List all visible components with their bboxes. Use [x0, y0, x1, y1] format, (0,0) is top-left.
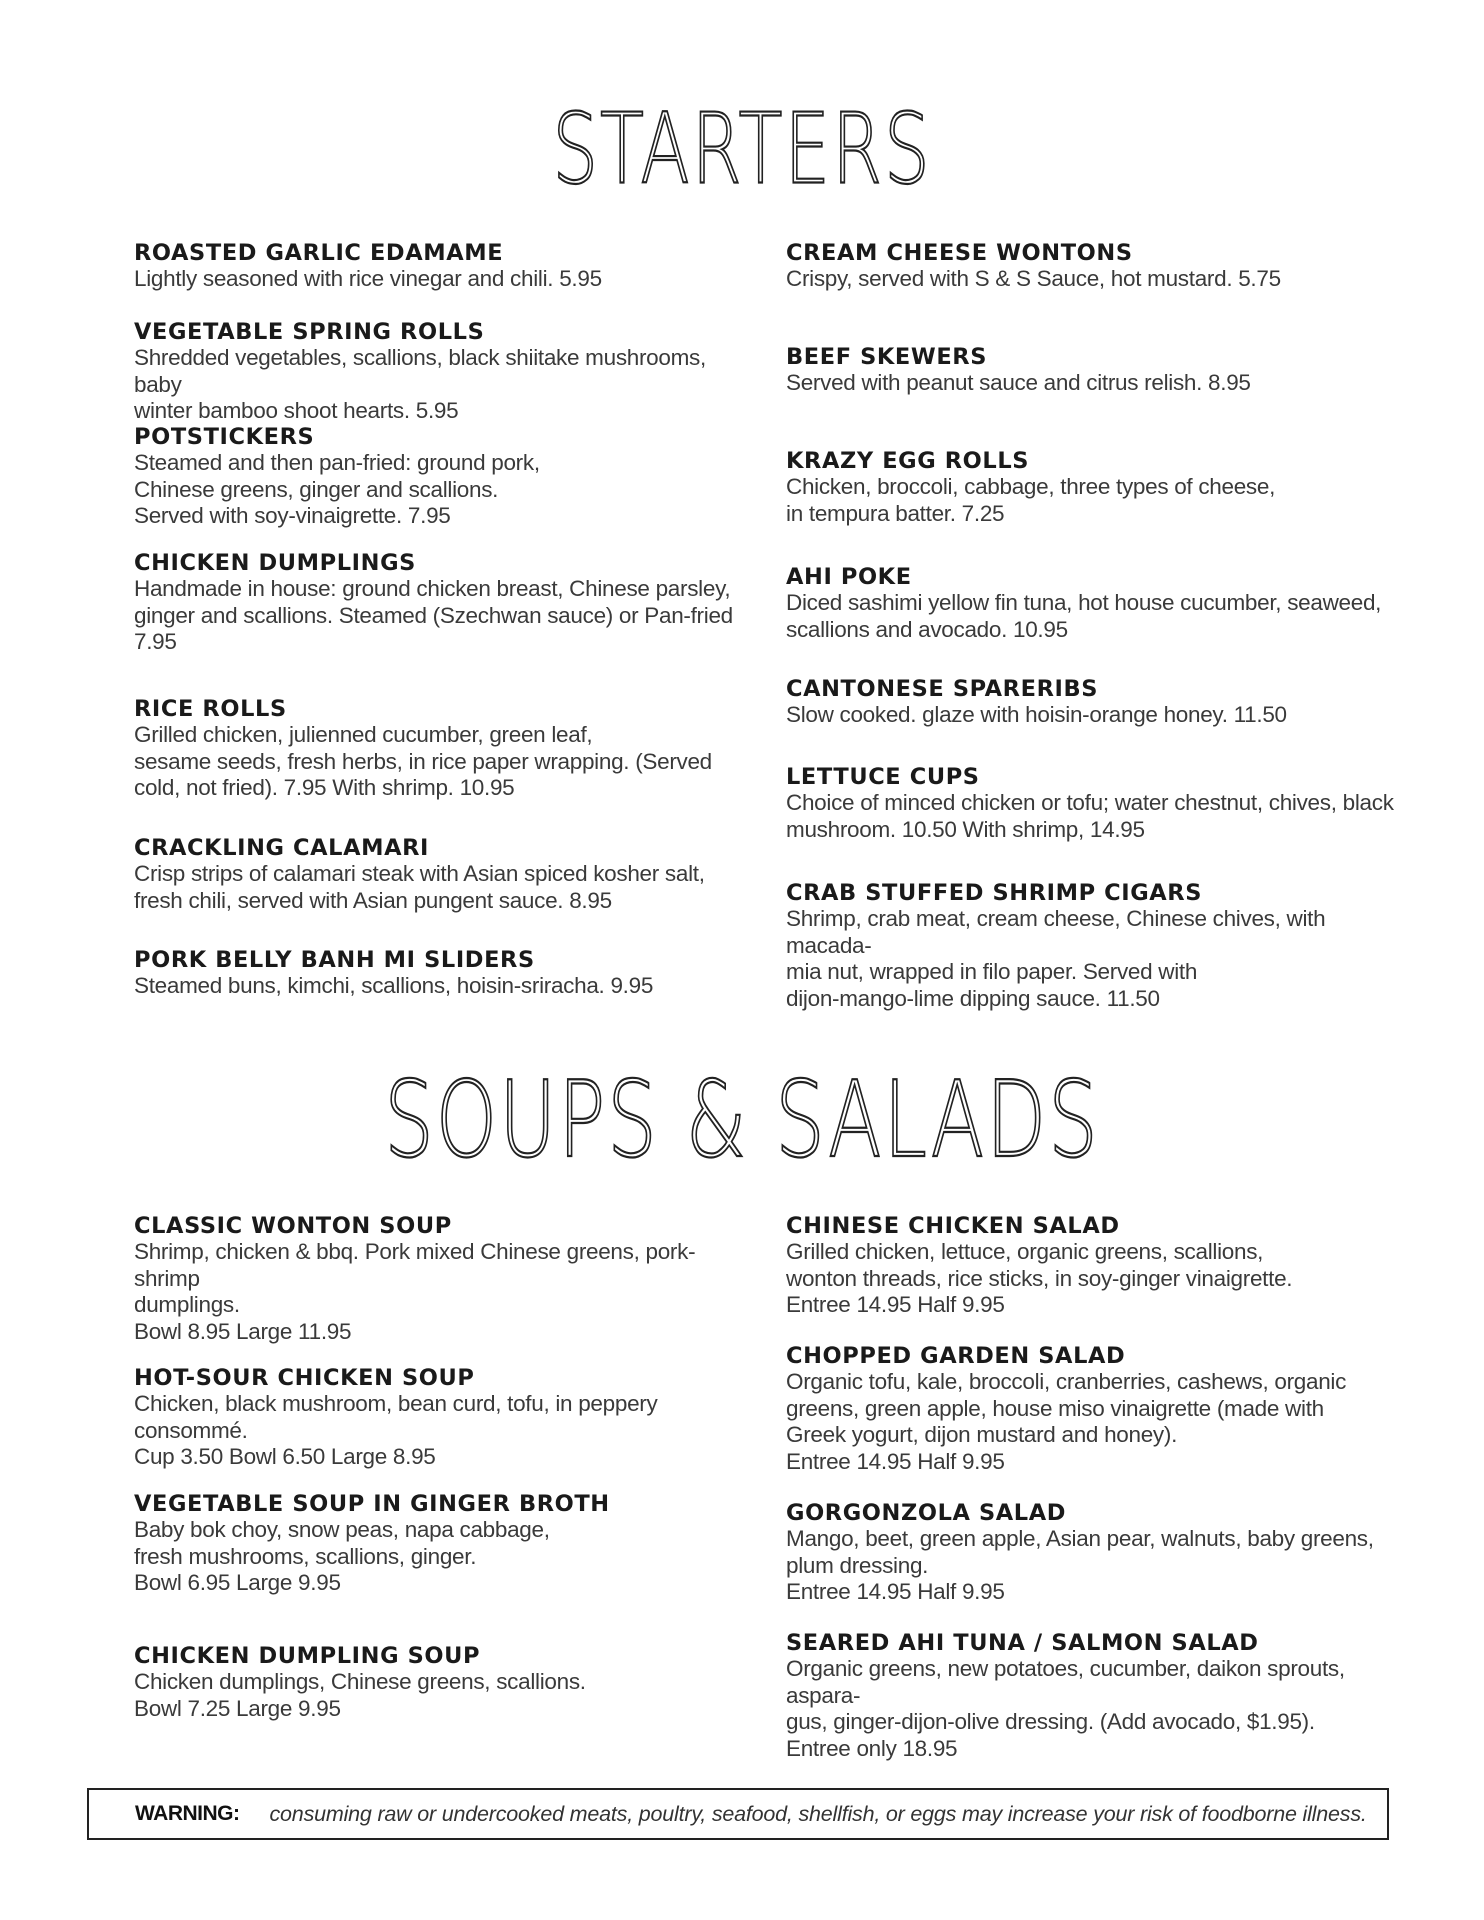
menu-item [134, 424, 744, 530]
warning-text: consuming raw or undercooked meats, poultry, seafood, shellfish, or eggs may increase your risk of foodborne illness. [269, 1801, 1367, 1826]
item-description: Grilled chicken, lettuce, organic greens, scallions, wonton threads, rice sticks, in soy-ginger vinaigrette. Entree 14.95 Half 9.95 [786, 1239, 1293, 1317]
item-name: CHOPPED GARDEN SALAD [786, 1343, 1126, 1369]
item-description: Slow cooked. glaze with hoisin-orange honey. 11.50 [786, 702, 1287, 727]
item-description: Steamed and then pan-fried: ground pork, Chinese greens, ginger and scallions. Served with soy-vinaigrette. 7.95 [134, 450, 540, 528]
menu-item [786, 1630, 1396, 1762]
item-name: CRAB STUFFED SHRIMP CIGARS [786, 880, 1203, 906]
menu-item [134, 835, 744, 914]
item-description: Diced sashimi yellow fin tuna, hot house cucumber, seaweed, scallions and avocado. 10.95 [786, 590, 1382, 642]
item-description: Chicken, broccoli, cabbage, three types of cheese, in tempura batter. 7.25 [786, 474, 1276, 526]
menu-item [134, 1643, 744, 1722]
menu-item [786, 1500, 1396, 1606]
soups-salads-heading: SOUPS & SALADS [384, 1060, 1100, 1182]
item-description: Crispy, served with S & S Sauce, hot mustard. 5.75 [786, 266, 1281, 291]
item-description: Crisp strips of calamari steak with Asian spiced kosher salt, fresh chili, served with Asian pungent sauce. 8.95 [134, 861, 705, 913]
item-name: CANTONESE SPARERIBS [786, 676, 1099, 702]
item-name: AHI POKE [786, 564, 912, 590]
menu-item [786, 344, 1396, 397]
menu-item [134, 1213, 744, 1345]
item-name: CHINESE CHICKEN SALAD [786, 1213, 1120, 1239]
item-description: Steamed buns, kimchi, scallions, hoisin-sriracha. 9.95 [134, 973, 654, 998]
menu-item [786, 564, 1396, 643]
item-name: LETTUCE CUPS [786, 764, 980, 790]
menu-item [786, 448, 1396, 527]
item-name: POTSTICKERS [134, 424, 315, 450]
menu-item [134, 319, 744, 425]
item-description: Mango, beet, green apple, Asian pear, walnuts, baby greens, plum dressing. Entree 14.95 Half 9.95 [786, 1526, 1374, 1604]
item-description: Shrimp, chicken & bbq. Pork mixed Chinese greens, pork-shrimp dumplings. Bowl 8.95 Large 11.95 [134, 1239, 696, 1344]
menu-item [134, 947, 744, 1000]
item-name: GORGONZOLA SALAD [786, 1500, 1067, 1526]
menu-item [134, 1491, 744, 1597]
item-description: Shredded vegetables, scallions, black shiitake mushrooms, baby winter bamboo shoot hearts. 5.95 [134, 345, 706, 423]
item-name: BEEF SKEWERS [786, 344, 988, 370]
item-name: CLASSIC WONTON SOUP [134, 1213, 452, 1239]
item-description: Handmade in house: ground chicken breast, Chinese parsley, ginger and scallions. Steamed (Szechwan sauce) or Pan-fried 7.95 [134, 576, 733, 654]
item-description: Chicken dumplings, Chinese greens, scallions. Bowl 7.25 Large 9.95 [134, 1669, 586, 1721]
item-name: CHICKEN DUMPLINGS [134, 550, 416, 576]
item-name: PORK BELLY BANH MI SLIDERS [134, 947, 535, 973]
item-name: SEARED AHI TUNA / SALMON SALAD [786, 1630, 1259, 1656]
item-description: Shrimp, crab meat, cream cheese, Chinese chives, with macada- mia nut, wrapped in filo paper. Served with dijon-mango-lime dipping sauce. 11.50 [786, 906, 1326, 1011]
item-name: CRACKLING CALAMARI [134, 835, 430, 861]
item-description: Lightly seasoned with rice vinegar and chili. 5.95 [134, 266, 602, 291]
menu-item [786, 1343, 1396, 1475]
warning-label: WARNING: [135, 1802, 240, 1825]
menu-item [134, 1365, 744, 1471]
item-description: Served with peanut sauce and citrus relish. 8.95 [786, 370, 1251, 395]
item-name: RICE ROLLS [134, 696, 287, 722]
item-description: Chicken, black mushroom, bean curd, tofu, in peppery consommé. Cup 3.50 Bowl 6.50 Large 8.95 [134, 1391, 658, 1469]
menu-item [786, 1213, 1396, 1319]
item-name: HOT-SOUR CHICKEN SOUP [134, 1365, 475, 1391]
menu-item [786, 880, 1396, 1012]
item-description: Organic tofu, kale, broccoli, cranberries, cashews, organic greens, green apple, house miso vinaigrette (made with Greek yogurt, dijon mustard and honey). Entree 14.95 Half 9.95 [786, 1369, 1347, 1474]
item-name: VEGETABLE SPRING ROLLS [134, 319, 485, 345]
item-description: Grilled chicken, julienned cucumber, green leaf, sesame seeds, fresh herbs, in rice paper wrapping. (Served cold, not fried). 7.95 With shrimp. 10.95 [134, 722, 712, 800]
item-name: KRAZY EGG ROLLS [786, 448, 1030, 474]
item-description: Baby bok choy, snow peas, napa cabbage, fresh mushrooms, scallions, ginger. Bowl 6.95 Large 9.95 [134, 1517, 550, 1595]
item-name: ROASTED GARLIC EDAMAME [134, 240, 504, 266]
starters-heading: STARTERS [552, 92, 932, 206]
menu-item [786, 240, 1396, 293]
menu-item [134, 696, 744, 802]
menu-item [134, 240, 744, 293]
menu-item [786, 676, 1396, 729]
item-name: CHICKEN DUMPLING SOUP [134, 1643, 481, 1669]
item-name: VEGETABLE SOUP IN GINGER BROTH [134, 1491, 610, 1517]
item-name: CREAM CHEESE WONTONS [786, 240, 1133, 266]
warning-box [87, 1788, 1389, 1840]
menu-item [786, 764, 1396, 843]
menu-item [134, 550, 744, 656]
item-description: Organic greens, new potatoes, cucumber, daikon sprouts, aspara- gus, ginger-dijon-olive dressing. (Add avocado, $1.95). Entree only 18.95 [786, 1656, 1345, 1761]
item-description: Choice of minced chicken or tofu; water chestnut, chives, black mushroom. 10.50 With shrimp, 14.95 [786, 790, 1394, 842]
